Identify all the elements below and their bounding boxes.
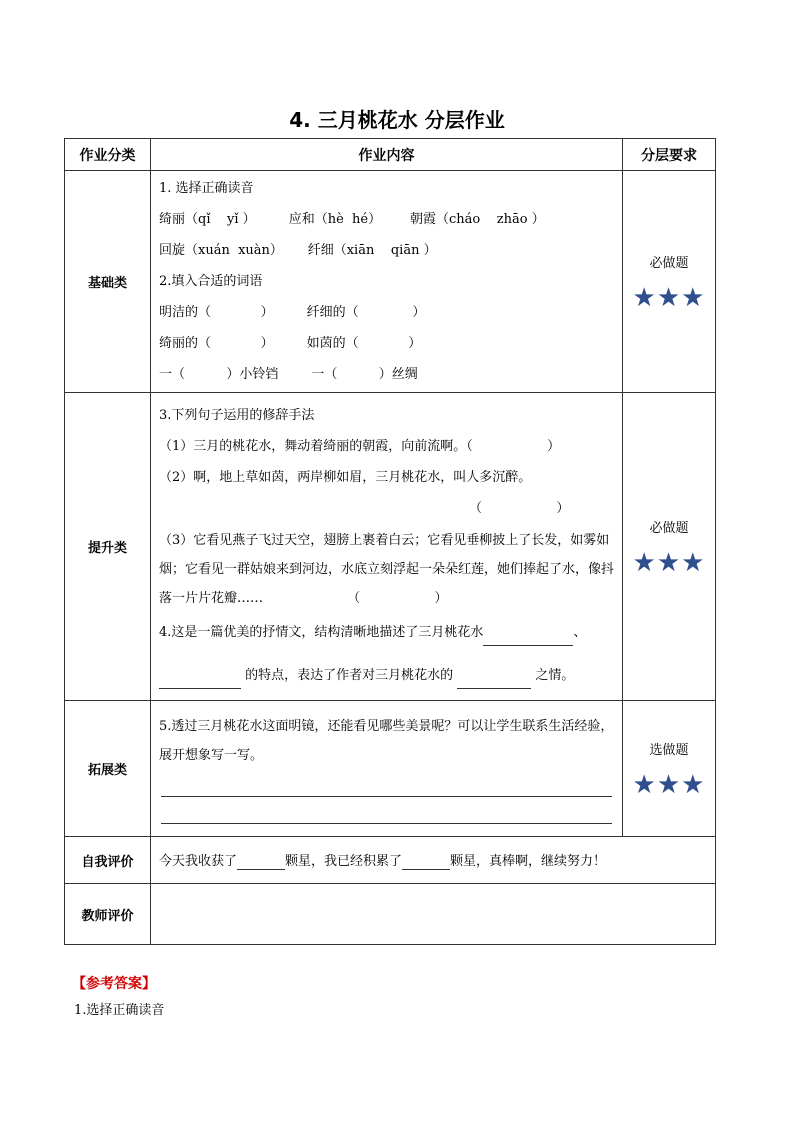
header-requirement: 分层要求 (623, 139, 716, 171)
q4-separator: 、 (573, 625, 587, 640)
writing-line[interactable] (161, 797, 612, 824)
content-extension (151, 701, 623, 837)
category-teacher-eval: 教师评价 (65, 884, 151, 945)
q5-text: 5.透过三月桃花水这面明镜，还能看见哪些美景呢？可以让学生联系生活经验，展开想象写一写。 (159, 718, 614, 763)
q3-item-3: （3）它看见燕子飞过天空，翅膀上裹着白云；它看见垂柳披上了长发，如雾如烟；它看见一群姑娘来到河边，水底立刻浮起一朵朵红莲，她们捧起了水，像抖落一片片花瓣…… (159, 533, 615, 606)
basic-line: 绮丽（qǐ yǐ ） 应和（hè hé） 朝霞（cháo zhāo ） (159, 212, 545, 227)
q3-item-2-blank: （ ） (469, 501, 570, 516)
requirement-label: 必做题 (649, 256, 689, 271)
content-basic (151, 171, 623, 393)
self-eval-text-b: 颗星，我已经积累了 (285, 854, 403, 869)
header-category: 作业分类 (65, 139, 151, 171)
content-advanced (151, 393, 623, 701)
content-teacher-eval[interactable] (151, 884, 716, 945)
q3-title: 3.下列句子运用的修辞手法 (159, 408, 315, 423)
requirement-label: 选做题 (649, 743, 689, 758)
category-extension: 拓展类 (65, 701, 151, 837)
category-self-eval: 自我评价 (65, 837, 151, 884)
category-advanced: 提升类 (65, 393, 151, 701)
page-title: 4. 三月桃花水 分层作业 (289, 108, 505, 132)
category-basic: 基础类 (65, 171, 151, 393)
header-row (65, 139, 716, 171)
q4-text-b: 的特点，表达了作者对三月桃花水的 (241, 668, 458, 683)
basic-line: 2.填入合适的词语 (159, 274, 263, 289)
homework-table (64, 138, 716, 945)
row-teacher-eval (65, 884, 716, 945)
requirement-advanced (623, 393, 716, 701)
q4-text-c: 之情。 (531, 668, 575, 683)
q3-item-2: （2）啊，地上草如茵，两岸柳如眉，三月桃花水，叫人多沉醉。 (159, 470, 532, 485)
self-eval-text-c: 颗星，真棒啊，继续努力！ (450, 854, 607, 869)
row-basic (65, 171, 716, 393)
requirement-basic (623, 171, 716, 393)
star-rating-icon: ★★★ (632, 548, 706, 578)
star-rating-icon: ★★★ (632, 283, 706, 313)
writing-line[interactable] (161, 770, 612, 797)
basic-line: 回旋（xuán xuàn） 纤细（xiān qiān ） (159, 243, 437, 258)
star-rating-icon: ★★★ (632, 770, 706, 800)
requirement-extension (623, 701, 716, 837)
self-eval-text-a: 今天我收获了 (159, 854, 238, 869)
basic-line: 一（ ）小铃铛 一（ ）丝绸 (159, 367, 418, 382)
basic-line: 明洁的（ ） 纤细的（ ） (159, 305, 426, 320)
basic-line: 1. 选择正确读音 (159, 181, 254, 196)
content-self-eval (151, 837, 716, 884)
row-extension (65, 701, 716, 837)
row-self-eval (65, 837, 716, 884)
q4-text-a: 4.这是一篇优美的抒情文，结构清晰地描述了三月桃花水 (159, 625, 484, 640)
answer-item: 1.选择正确读音 (74, 1003, 165, 1018)
header-content: 作业内容 (151, 139, 623, 171)
requirement-label: 必做题 (649, 521, 689, 536)
basic-line: 绮丽的（ ） 如茵的（ ） (159, 336, 422, 351)
answer-heading: 【参考答案】 (72, 976, 156, 992)
q3-item-1: （1）三月的桃花水，舞动着绮丽的朝霞，向前流啊。（ ） (159, 439, 561, 454)
q3-item-3-blank: （ ） (347, 591, 448, 606)
row-advanced (65, 393, 716, 701)
